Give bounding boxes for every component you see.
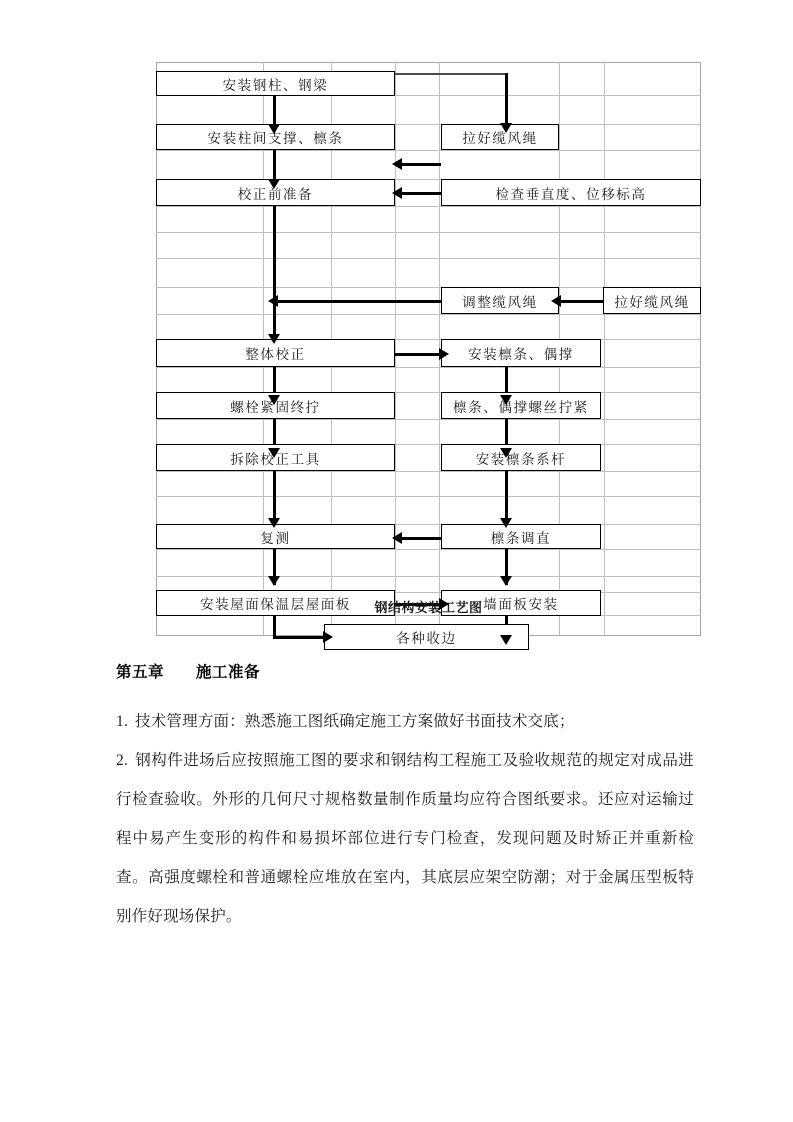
connector-check-to-prep: [401, 192, 441, 195]
arrowhead-down-icon: [500, 518, 512, 528]
arrowhead-right-icon: [439, 348, 449, 360]
connector-roofpanel-to-edgetrim: [273, 636, 325, 639]
flow-box-label: 各种收边: [396, 631, 457, 646]
connector-adjustguy-to-mainline: [273, 300, 441, 303]
arrowhead-down-icon: [268, 395, 280, 405]
body-paragraph-2: [116, 741, 694, 936]
grid-border-top: [156, 62, 701, 63]
flow-box-check-verticality-displacement-elevation[interactable]: [441, 179, 701, 206]
flowchart-diagram: [156, 62, 701, 646]
arrowhead-right-icon: [439, 598, 449, 610]
grid-row-line: [156, 232, 701, 233]
flow-box-install-steel-columns-beams[interactable]: [156, 71, 395, 96]
arrowhead-down-icon: [500, 576, 512, 586]
flow-box-label: 复测: [260, 530, 291, 546]
arrowhead-down-icon: [268, 334, 280, 344]
flow-box-pull-guy-rope-right[interactable]: [603, 287, 701, 314]
arrowhead-down-icon: [268, 448, 280, 458]
flow-box-various-edge-trims[interactable]: [324, 624, 529, 650]
flow-box-install-purlins-braces[interactable]: [441, 339, 601, 367]
arrowhead-down-icon: [268, 576, 280, 586]
arrowhead-left-icon: [392, 158, 402, 170]
arrowhead-down-icon: [500, 123, 512, 133]
flow-box-label: 拉好缆风绳: [462, 131, 538, 146]
grid-row-line: [156, 206, 701, 207]
flow-box-purlin-straightening[interactable]: [441, 524, 601, 549]
arrowhead-left-icon: [268, 295, 278, 307]
arrowhead-down-icon: [500, 635, 512, 645]
body-paragraph-1: [116, 702, 694, 741]
paragraph-text: 技术管理方面：熟悉施工图纸确定施工方案做好书面技术交底；: [135, 713, 575, 730]
arrowhead-down-icon: [500, 448, 512, 458]
arrowhead-left-icon: [392, 532, 402, 544]
flow-box-label: 檩条调直: [490, 530, 552, 546]
grid-row-line: [156, 314, 701, 315]
connector-columns-to-guyrope-vertical: [505, 73, 508, 129]
flow-box-adjust-guy-rope[interactable]: [441, 287, 559, 314]
flow-box-label: 安装柱间支撑、檩条: [207, 131, 344, 146]
flow-box-label: 校正前准备: [237, 186, 314, 202]
grid-row-line: [156, 471, 701, 472]
flow-box-label: 螺栓紧固终拧: [230, 399, 321, 415]
flow-box-label: 拉好缆风绳: [614, 294, 690, 310]
arrowhead-down-icon: [268, 124, 280, 134]
flow-box-label: 安装檩条、偶撑: [468, 347, 574, 362]
arrowhead-right-icon: [323, 631, 333, 643]
connector-guyrope-to-bracing: [401, 163, 441, 166]
arrowhead-down-icon: [268, 179, 280, 189]
flow-box-purlin-brace-screw-tightening[interactable]: [441, 392, 601, 419]
flow-box-label: 检查垂直度、位移标高: [495, 186, 647, 202]
grid-row-line: [156, 367, 701, 368]
paragraph-text: 钢构件进场后应按照施工图的要求和钢结构工程施工及验收规范的规定对成品进行检查验收。外形的几何尺寸规格数量制作质量均应符合图纸要求。还应对运输过程中易产生变形的构件和易损坏部位进行专门检查，发现问题及时矫正并重新检查。高强度螺栓和普通螺栓应堆放在室内，其底层应架空防潮；对于金属压型板特别作好现场保护。: [116, 752, 694, 925]
document-body: [116, 660, 694, 936]
flow-box-label: 拆除校正工具: [230, 451, 321, 467]
grid-row-line: [156, 419, 701, 420]
flow-box-label: 调整缆风绳: [462, 294, 538, 310]
flow-box-label: 整体校正: [245, 347, 306, 362]
grid-row-line: [156, 258, 701, 259]
arrowhead-down-icon: [268, 518, 280, 528]
grid-row-line: [156, 549, 701, 550]
grid-row-line: [156, 150, 701, 151]
grid-row-line: [156, 496, 701, 497]
section-heading: 第五章 施工准备: [116, 663, 261, 681]
flow-box-label: 安装屋面保温层屋面板: [200, 597, 351, 612]
flow-box-label: 墙面板安装: [483, 597, 559, 612]
connector-correction-to-purlins: [395, 353, 441, 356]
arrowhead-down-icon: [500, 395, 512, 405]
flow-box-label: 安装檩条系杆: [475, 451, 567, 467]
connector-pullguy-to-adjustguy: [559, 300, 603, 303]
flowchart-caption: 钢结构安装工艺图: [374, 601, 483, 616]
connector-columns-to-guyrope-horizontal: [395, 73, 507, 75]
list-marker: 2.: [116, 752, 129, 769]
flow-box-install-purlin-tie-rods[interactable]: [441, 444, 601, 471]
flow-box-label: 檩条、偶撑螺丝拧紧: [453, 399, 589, 415]
arrowhead-left-icon: [551, 295, 561, 307]
list-marker: 1.: [116, 713, 129, 730]
grid-row-line: [156, 576, 701, 577]
arrowhead-left-icon: [392, 187, 402, 199]
connector-prep-to-overall-correction: [273, 206, 276, 343]
flow-box-label: 安装钢柱、钢梁: [222, 77, 329, 93]
